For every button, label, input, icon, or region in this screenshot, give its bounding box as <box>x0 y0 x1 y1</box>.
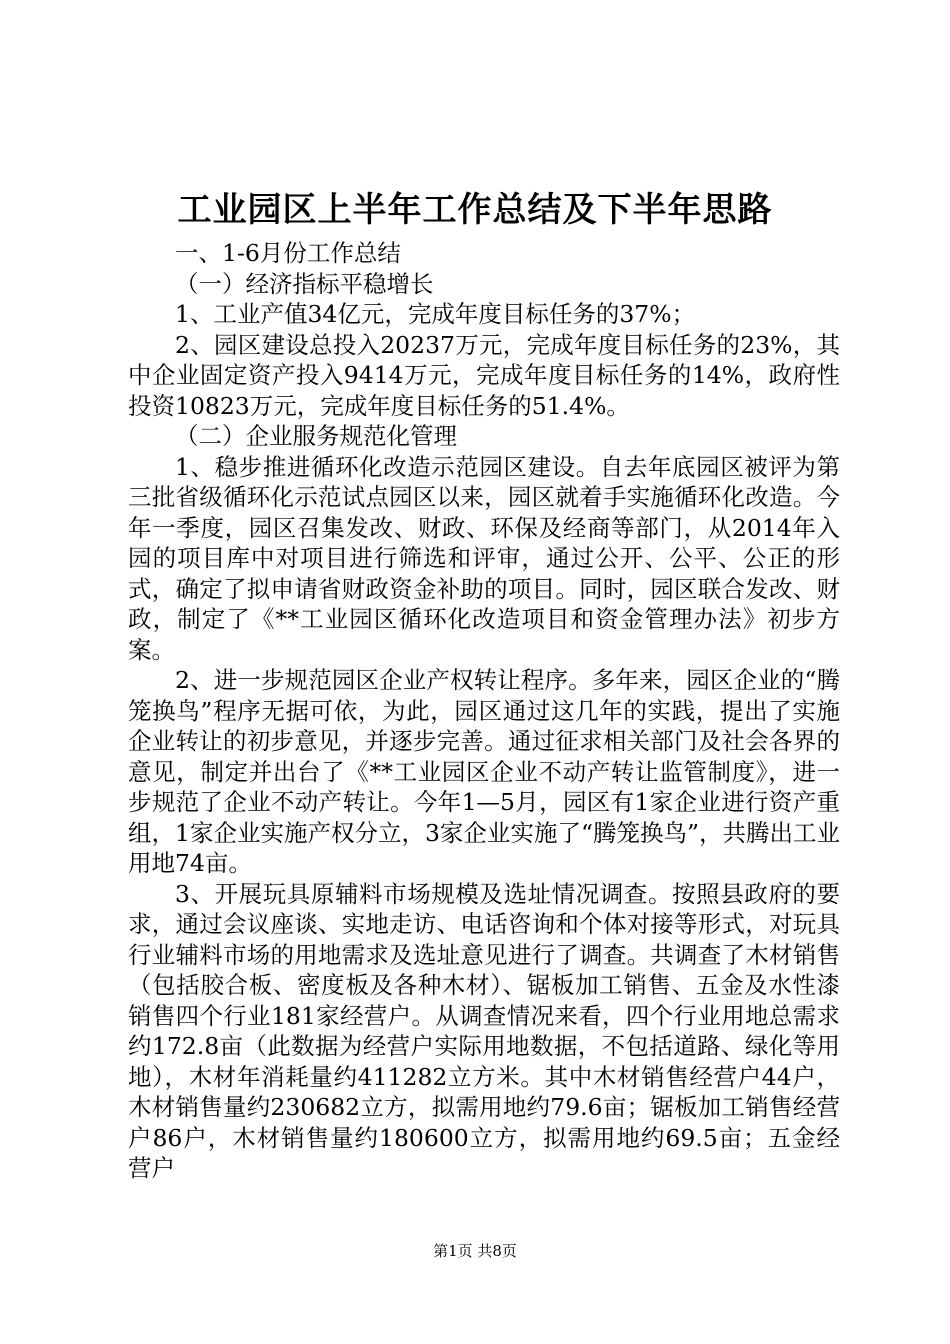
document-body <box>128 238 840 1184</box>
document-title: 工业园区上半年工作总结及下半年思路 <box>177 190 773 230</box>
subsection-heading: （二）企业服务规范化管理 <box>175 422 457 450</box>
paragraph: 2、进一步规范园区企业产权转让程序。多年来，园区企业的“腾笼换鸟”程序无据可依，为此，园区通过这几年的实践，提出了实施企业转让的初步意见，并逐步完善。通过征求相关部门及社会各界的意见，制定并出台了《**工业园区企业不动产转让监管制度》，进一步规范了企业不动产转让。今年1—5月，园区有1家企业进行资产重组，1家企业实施产权分立，3家企业实施了“腾笼换鸟”，共腾出工业用地74亩。 <box>128 666 840 877</box>
paragraph: 3、开展玩具原辅料市场规模及选址情况调查。按照县政府的要求，通过会议座谈、实地走访、电话咨询和个体对接等形式，对玩具行业辅料市场的用地需求及选址意见进行了调查。共调查了木材销售（包括胶合板、密度板及各种木材）、锯板加工销售、五金及水性漆销售四个行业181家经营户。从调查情况来看，四个行业用地总需求约172.8亩（此数据为经营户实际用地数据，不包括道路、绿化等用地），木材年消耗量约411282立方米。其中木材销售经营户44户，木材销售量约230682立方，拟需用地约79.6亩；锯板加工销售经营户86户，木材销售量约180600立方，拟需用地约69.5亩；五金经营户 <box>128 879 840 1182</box>
paragraph: 1、工业产值34亿元，完成年度目标任务的37%； <box>175 300 696 328</box>
page-footer: 第1页 共8页 <box>433 1242 517 1260</box>
paragraph: 2、园区建设总投入20237万元，完成年度目标任务的23%，其中企业固定资产投入9414万元，完成年度目标任务的14%，政府性投资10823万元，完成年度目标任务的51.4%。 <box>128 330 840 420</box>
section-heading: 一、1-6月份工作总结 <box>175 239 401 267</box>
paragraph: 1、稳步推进循环化改造示范园区建设。自去年底园区被评为第三批省级循环化示范试点园区以来，园区就着手实施循环化改造。今年一季度，园区召集发改、财政、环保及经商等部门，从2014年入园的项目库中对项目进行筛选和评审，通过公开、公平、公正的形式，确定了拟申请省财政资金补助的项目。同时，园区联合发改、财政，制定了《**工业园区循环化改造项目和资金管理办法》初步方案。 <box>128 452 840 664</box>
subsection-heading: （一）经济指标平稳增长 <box>175 269 434 298</box>
